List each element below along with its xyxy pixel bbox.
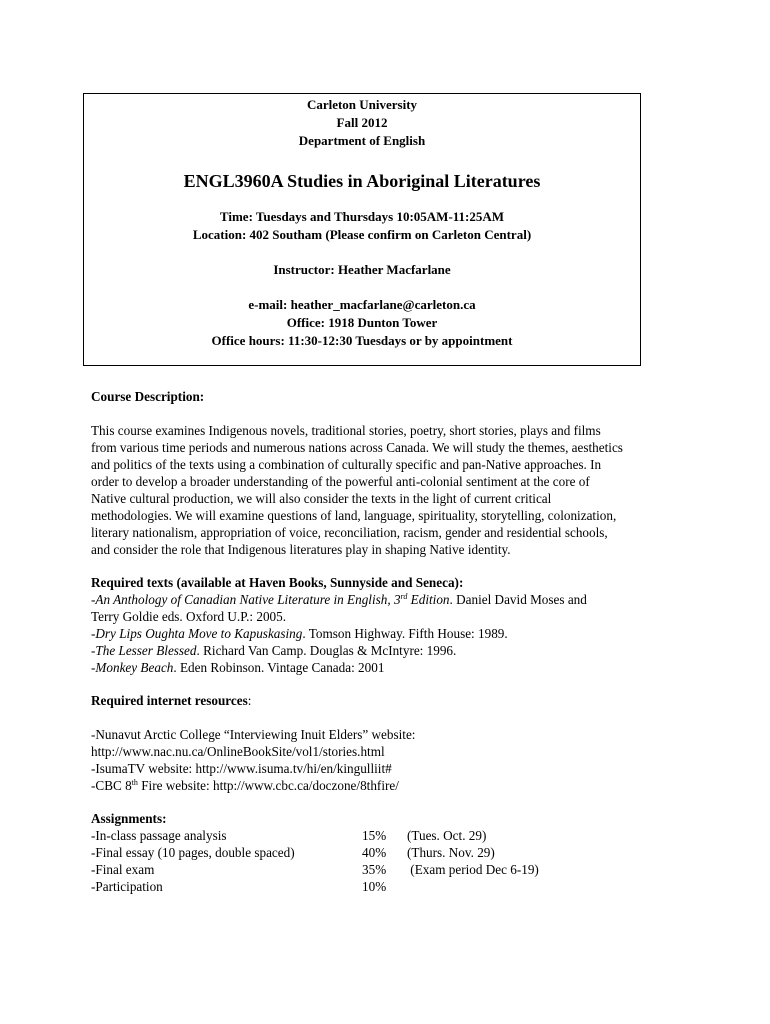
instructor-name: Instructor: Heather Macfarlane — [273, 262, 451, 277]
description-line: and consider the role that Indigenous literatures play in shaping Native identity. — [91, 542, 511, 557]
resource-item: -CBC 8th Fire website: http://www.cbc.ca/doczone/8thfire/ — [91, 778, 399, 793]
description-line: literary nationalism, appropriation of voice, reconciliation, racism, gender and residential schools, — [91, 525, 608, 540]
text-item-continuation: Terry Goldie eds. Oxford U.P.: 2005. — [91, 609, 287, 624]
assignment-name: -Final essay (10 pages, double spaced) — [91, 845, 295, 860]
instructor-email: e-mail: heather_macfarlane@carleton.ca — [248, 297, 476, 312]
description-line: This course examines Indigenous novels, traditional stories, poetry, short stories, plays and films — [91, 423, 601, 438]
text-item: -An Anthology of Canadian Native Literature in English, 3rd Edition. Daniel David Moses and — [91, 592, 587, 607]
description-line: methodologies. We will examine questions of land, language, spirituality, storytelling, colonization, — [91, 508, 617, 523]
internet-resources-heading: Required internet resources: — [91, 693, 252, 708]
course-title: ENGL3960A Studies in Aboriginal Literatures — [183, 171, 541, 191]
required-texts-section — [91, 574, 691, 676]
course-description-heading: Course Description: — [91, 389, 205, 404]
required-texts-heading: Required texts (available at Haven Books, Sunnyside and Seneca): — [91, 575, 464, 590]
course-header-box — [83, 93, 641, 366]
assignment-name: -Participation — [91, 879, 163, 894]
assignment-row — [91, 861, 691, 878]
term: Fall 2012 — [336, 115, 388, 130]
internet-resources-list — [91, 726, 691, 794]
class-location: Location: 402 Southam (Please confirm on Carleton Central) — [192, 227, 532, 242]
internet-resources-section — [91, 692, 691, 794]
contact-block — [84, 296, 640, 350]
department: Department of English — [298, 133, 426, 148]
resource-item: -Nunavut Arctic College “Interviewing Inuit Elders” website: — [91, 727, 416, 742]
book-title: An Anthology of Canadian Native Literature in English, 3 — [95, 592, 401, 607]
description-line: Native cultural production, we will also consider the texts in the light of current critical — [91, 491, 552, 506]
course-description-text — [91, 422, 691, 558]
assignment-row — [91, 827, 691, 844]
assignment-date: (Exam period Dec 6-19) — [407, 862, 539, 877]
institution-block — [84, 96, 640, 150]
assignment-weight: 35% — [362, 862, 387, 877]
office-location: Office: 1918 Dunton Tower — [286, 315, 438, 330]
description-line: from various time periods and numerous nations across Canada. We will study the themes, aesthetics — [91, 440, 623, 455]
description-line: order to develop a broader understanding of the powerful anti-colonial sentiment at the core of — [91, 474, 590, 489]
institution-name: Carleton University — [306, 97, 418, 112]
assignments-heading: Assignments: — [91, 811, 167, 826]
syllabus-body — [91, 388, 691, 895]
assignment-weight: 40% — [362, 845, 387, 860]
assignment-date: (Thurs. Nov. 29) — [407, 845, 495, 860]
assignment-weight: 15% — [362, 828, 387, 843]
office-hours: Office hours: 11:30-12:30 Tuesdays or by appointment — [211, 333, 513, 348]
class-time: Time: Tuesdays and Thursdays 10:05AM-11:25AM — [219, 209, 505, 224]
description-line: and politics of the texts using a combination of culturally specific and pan-Native approaches. In — [91, 457, 602, 472]
book-title: The Lesser Blessed — [95, 643, 197, 658]
assignment-date: (Tues. Oct. 29) — [407, 828, 487, 843]
assignments-table — [91, 827, 691, 895]
book-title: Dry Lips Oughta Move to Kapuskasing — [95, 626, 303, 641]
assignment-name: -Final exam — [91, 862, 155, 877]
assignment-row — [91, 844, 691, 861]
assignment-name: -In-class passage analysis — [91, 828, 227, 843]
assignment-row — [91, 878, 691, 895]
text-item: -Monkey Beach. Eden Robinson. Vintage Canada: 2001 — [91, 660, 385, 675]
assignment-weight: 10% — [362, 879, 387, 894]
text-item: -Dry Lips Oughta Move to Kapuskasing. Tomson Highway. Fifth House: 1989. — [91, 626, 508, 641]
book-title: Monkey Beach — [95, 660, 174, 675]
schedule-block — [84, 208, 640, 244]
assignments-section — [91, 810, 691, 895]
resource-item: -IsumaTV website: http://www.isuma.tv/hi/en/kingulliit# — [91, 761, 392, 776]
resource-url: http://www.nac.nu.ca/OnlineBookSite/vol1/stories.html — [91, 744, 385, 759]
text-item: -The Lesser Blessed. Richard Van Camp. Douglas & McIntyre: 1996. — [91, 643, 457, 658]
course-description-section — [91, 388, 691, 558]
